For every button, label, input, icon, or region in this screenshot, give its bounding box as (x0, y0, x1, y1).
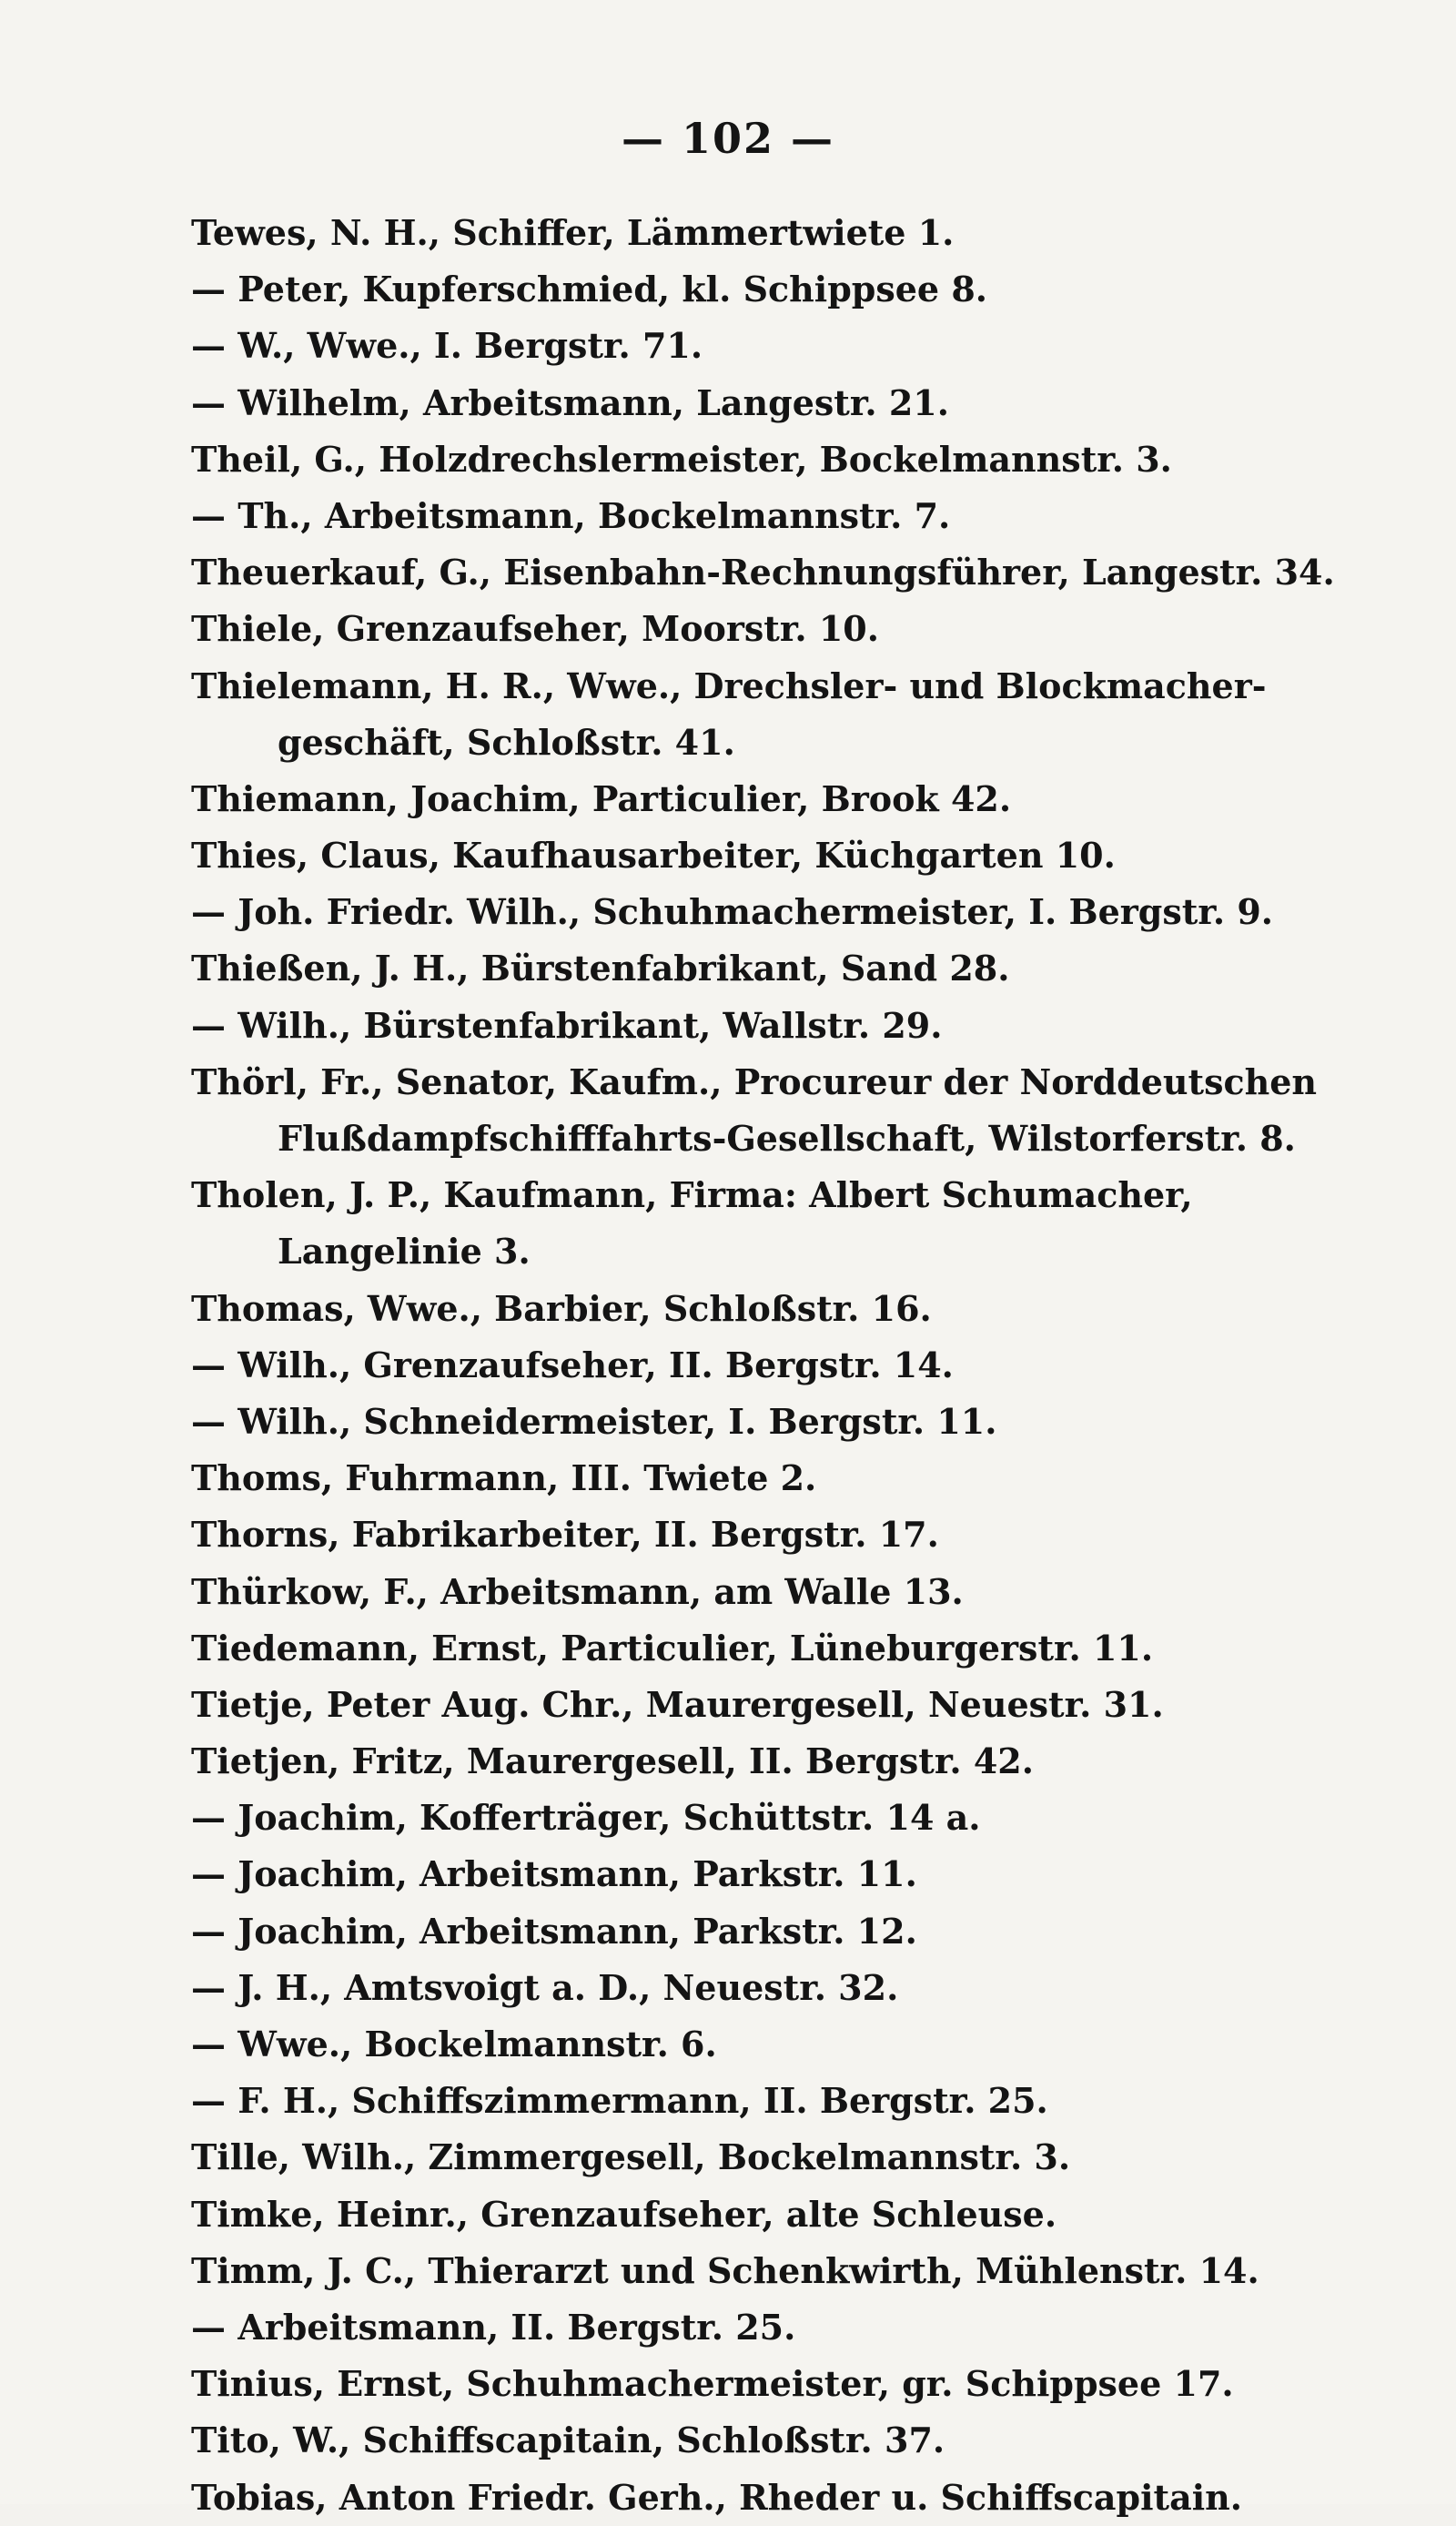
directory-entry: Tobias, Anton Friedr. Gerh., Rheder u. Schiffscapitain. (191, 2476, 1243, 2518)
directory-entry: Tinius, Ernst, Schuhmachermeister, gr. Schippsee 17. (191, 2363, 1234, 2405)
directory-entry: Theil, G., Holzdrechslermeister, Bockelmannstr. 3. (191, 438, 1172, 480)
directory-entry: — Joachim, Arbeitsmann, Parkstr. 11. (191, 1853, 917, 1895)
directory-entry: Tiedemann, Ernst, Particulier, Lüneburgerstr. 11. (191, 1627, 1154, 1669)
directory-entry: — W., Wwe., I. Bergstr. 71. (191, 325, 703, 367)
directory-entry: — J. H., Amtsvoigt a. D., Neuestr. 32. (191, 1966, 899, 2008)
directory-entry: Thürkow, F., Arbeitsmann, am Walle 13. (191, 1570, 964, 1612)
directory-entry: — F. H., Schiffszimmermann, II. Bergstr. 25. (191, 2080, 1048, 2122)
directory-entry: Thörl, Fr., Senator, Kaufm., Procureur der Norddeutschen (191, 1060, 1318, 1102)
directory-entry: — Wilh., Grenzaufseher, II. Bergstr. 14. (191, 1344, 954, 1385)
directory-entry: — Joh. Friedr. Wilh., Schuhmachermeister, I. Bergstr. 9. (191, 891, 1273, 933)
entry-continuation-line: Flußdampfschifffahrts-Gesellschaft, Wilstorferstr. 8. (278, 1118, 1296, 1159)
directory-entry: Timm, J. C., Thierarzt und Schenkwirth, Mühlenstr. 14. (191, 2249, 1259, 2291)
directory-entry: Thomas, Wwe., Barbier, Schloßstr. 16. (191, 1287, 932, 1329)
directory-entry: Thiemann, Joachim, Particulier, Brook 42. (191, 777, 1012, 819)
directory-entry: — Th., Arbeitsmann, Bockelmannstr. 7. (191, 494, 951, 536)
directory-entry: Timke, Heinr., Grenzaufseher, alte Schleuse. (191, 2193, 1057, 2235)
directory-entry: Tewes, N. H., Schiffer, Lämmertwiete 1. (191, 212, 955, 253)
directory-entry: — Wwe., Bockelmannstr. 6. (191, 2024, 717, 2064)
directory-entry: — Wilh., Schneidermeister, I. Bergstr. 11. (191, 1400, 997, 1442)
directory-entry: — Wilh., Bürstenfabrikant, Wallstr. 29. (191, 1004, 943, 1046)
directory-entry: — Peter, Kupferschmied, kl. Schippsee 8. (191, 269, 988, 310)
directory-entry: Tille, Wilh., Zimmergesell, Bockelmannstr. 3. (191, 2136, 1071, 2178)
directory-entry: Tietjen, Fritz, Maurergesell, II. Bergstr. 42. (191, 1740, 1034, 1782)
directory-entry: Tholen, J. P., Kaufmann, Firma: Albert Schumacher, (191, 1174, 1193, 1216)
directory-entry: Thorns, Fabrikarbeiter, II. Bergstr. 17. (191, 1514, 939, 1556)
entry-continuation-line: Langelinie 3. (278, 1231, 531, 1273)
page-number: — 102 — (621, 114, 835, 163)
directory-entry: — Joachim, Kofferträger, Schüttstr. 14 a. (191, 1797, 981, 1839)
directory-entry: — Wilhelm, Arbeitsmann, Langestr. 21. (191, 381, 949, 423)
directory-entries (191, 205, 1392, 2526)
directory-entry: Thielemann, H. R., Wwe., Drechsler- und Blockmacher- (191, 664, 1267, 706)
directory-entry: Thoms, Fuhrmann, III. Twiete 2. (191, 1457, 817, 1499)
directory-entry: — Joachim, Arbeitsmann, Parkstr. 12. (191, 1910, 917, 1952)
directory-entry: Tietje, Peter Aug. Chr., Maurergesell, Neuestr. 31. (191, 1683, 1164, 1725)
directory-entry: Theuerkauf, G., Eisenbahn-Rechnungsführer, Langestr. 34. (191, 552, 1335, 593)
directory-entry: Tito, W., Schiffscapitain, Schloßstr. 37. (191, 2419, 945, 2461)
directory-entry: — Arbeitsmann, II. Bergstr. 25. (191, 2306, 796, 2348)
directory-entry: Thießen, J. H., Bürstenfabrikant, Sand 28. (191, 948, 1010, 989)
directory-entry: Thies, Claus, Kaufhausarbeiter, Küchgarten 10. (191, 835, 1116, 877)
entry-continuation-line: geschäft, Schloßstr. 41. (278, 721, 735, 763)
directory-entry: Thiele, Grenzaufseher, Moorstr. 10. (191, 608, 879, 650)
